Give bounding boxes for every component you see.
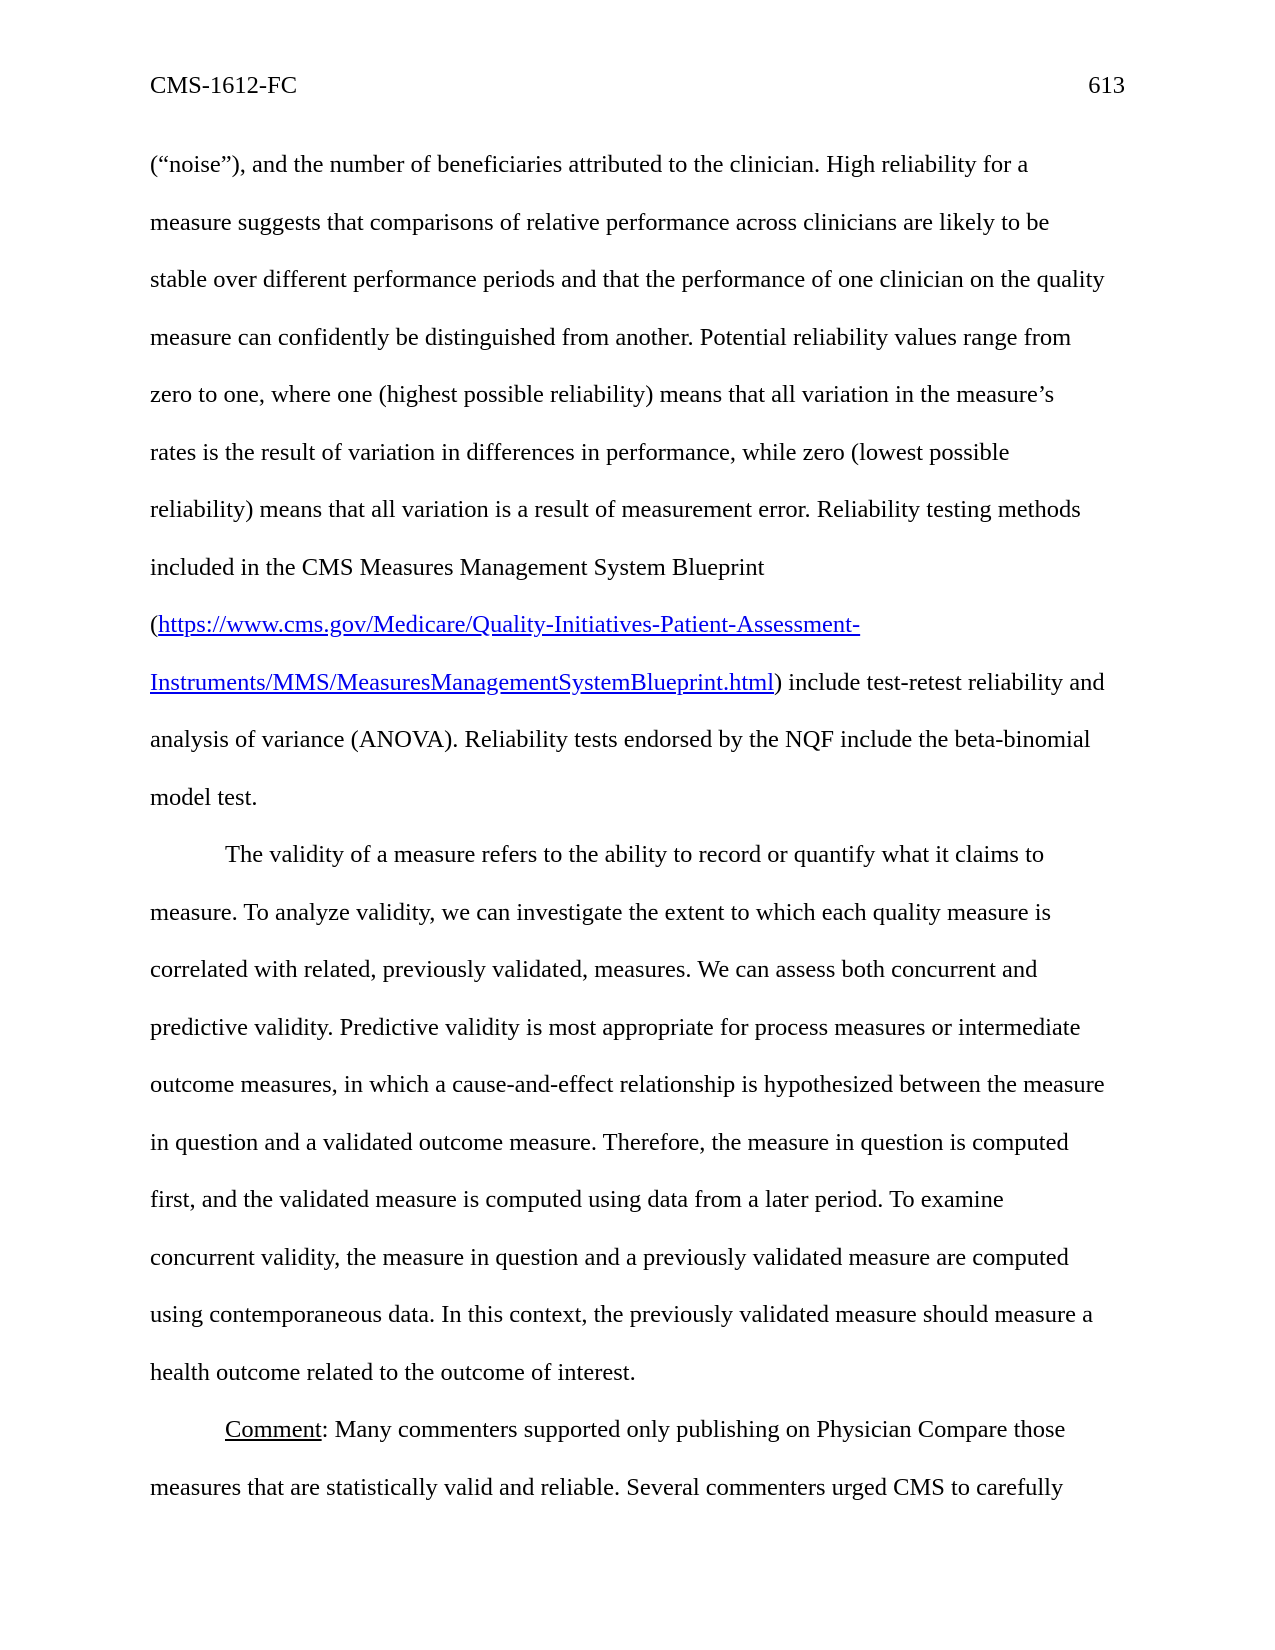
text-line: first, and the validated measure is computed using data from a later period. To examine bbox=[150, 1186, 1004, 1213]
text-line: using contemporaneous data. In this context, the previously validated measure should measure a bbox=[150, 1301, 1093, 1328]
text-line: analysis of variance (ANOVA). Reliability tests endorsed by the NQF include the beta-binomial bbox=[150, 726, 1091, 753]
text-line: (“noise”), and the number of beneficiaries attributed to the clinician. High reliability for a bbox=[150, 151, 1029, 178]
text-line: health outcome related to the outcome of interest. bbox=[150, 1358, 636, 1386]
text-line: concurrent validity, the measure in question and a previously validated measure are computed bbox=[150, 1243, 1069, 1271]
text-line: measures that are statistically valid and reliable. Several commenters urged CMS to carefully bbox=[150, 1473, 1064, 1501]
text-span: : Many commenters supported only publishing on Physician Compare those bbox=[321, 1416, 1066, 1443]
text-line: zero to one, where one (highest possible reliability) means that all variation in the measure’s bbox=[150, 381, 1055, 408]
text-line bbox=[150, 1401, 1130, 1459]
comment-label: Comment bbox=[225, 1416, 322, 1443]
blueprint-link-part2[interactable]: Instruments/MMS/MeasuresManagementSystemBlueprint.html bbox=[150, 668, 775, 696]
document-id: CMS-1612-FC bbox=[150, 72, 298, 99]
text-line: predictive validity. Predictive validity is most appropriate for process measures or intermediate bbox=[150, 1013, 1081, 1041]
text-line: outcome measures, in which a cause-and-effect relationship is hypothesized between the measure bbox=[150, 1071, 1105, 1098]
text-line: in question and a validated outcome measure. Therefore, the measure in question is computed bbox=[150, 1128, 1069, 1156]
text-line: measure can confidently be distinguished from another. Potential reliability values range from bbox=[150, 323, 1072, 351]
text-line: measure. To analyze validity, we can investigate the extent to which each quality measure is bbox=[150, 898, 1052, 926]
blueprint-link-part1[interactable]: https://www.cms.gov/Medicare/Quality-Initiatives-Patient-Assessment- bbox=[158, 611, 861, 638]
text-line: rates is the result of variation in differences in performance, while zero (lowest possible bbox=[150, 438, 1010, 466]
text-span: ) include test-retest reliability and bbox=[774, 668, 1105, 696]
page-body bbox=[150, 136, 1130, 1516]
open-paren: ( bbox=[150, 611, 159, 638]
text-line bbox=[150, 654, 1130, 712]
text-line: model test. bbox=[150, 783, 258, 811]
text-line: measure suggests that comparisons of relative performance across clinicians are likely to be bbox=[150, 208, 1050, 236]
page-header bbox=[150, 72, 1125, 108]
page-number: 613 bbox=[1088, 72, 1125, 99]
text-line bbox=[150, 596, 1130, 654]
text-line: The validity of a measure refers to the ability to record or quantify what it claims to bbox=[225, 841, 1045, 868]
text-line: stable over different performance periods and that the performance of one clinician on the quality bbox=[150, 266, 1105, 293]
text-line: reliability) means that all variation is a result of measurement error. Reliability testing methods bbox=[150, 496, 1081, 523]
text-line: correlated with related, previously validated, measures. We can assess both concurrent and bbox=[150, 956, 1038, 983]
text-line: included in the CMS Measures Management System Blueprint bbox=[150, 553, 765, 581]
